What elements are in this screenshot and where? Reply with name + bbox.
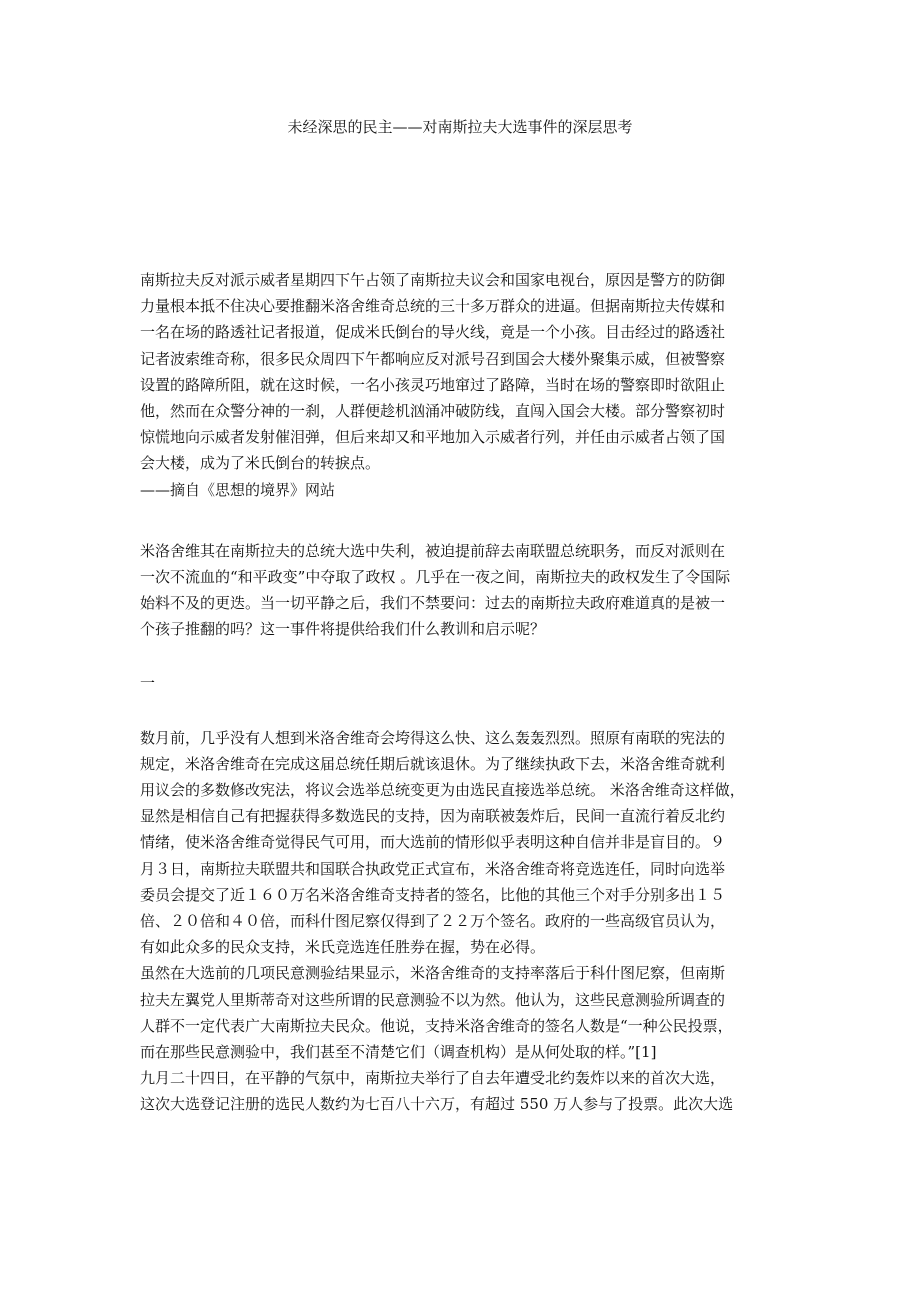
section-marker: 一 — [140, 674, 156, 693]
source-citation: ——摘自《思想的境界》网站 — [140, 480, 336, 499]
text-line: 惊慌地向示威者发射催泪弹，但后来却又和平地加入示威者行列，并任由示威者占领了国 — [140, 428, 726, 447]
text-line: 用议会的多数修改宪法，将议会选举总统变更为由选民直接选举总统。 米洛舍维奇这样做， — [140, 781, 745, 799]
text-line: 力量根本抵不住决心要推翻米洛舍维奇总统的三十多万群众的进逼。但据南斯拉夫传媒和 — [140, 297, 726, 316]
text-line: 规定，米洛舍维奇在完成这届总统任期后就该退休。为了继续执政下去，米洛舍维奇就利 — [140, 754, 726, 773]
text-line: 有如此众多的民众支持，米氏竞选连任胜券在握，势在必得。 — [140, 938, 546, 957]
text-line: 个孩子推翻的吗？这一事件将提供给我们什么教训和启示呢？ — [140, 620, 546, 639]
text-line: 而在那些民意测验中，我们甚至不清楚它们（调查机构）是从何处取的样。”[1] — [140, 1042, 657, 1061]
document-title: 未经深思的民主——对南斯拉夫大选事件的深层思考 — [287, 118, 633, 136]
text-line: 米洛舍维其在南斯拉夫的总统大选中失利，被迫提前辞去南联盟总统职务，而反对派则在 — [140, 541, 726, 560]
document-body — [140, 267, 776, 1117]
text-line: 显然是相信自己有把握获得多数选民的支持，因为南联被轰炸后，民间一直流行着反北约 — [140, 807, 726, 826]
paragraph-election-background — [140, 725, 776, 961]
text-line: 这次大选登记注册的选民人数约为七百八十六万，有超过 550 万人参与了投票。此次大选 — [140, 1095, 734, 1114]
text-line: 月３日，南斯拉夫联盟共和国联合执政党正式宣布，米洛舍维奇将竞选连任，同时向选举 — [140, 859, 726, 878]
text-line: 始料不及的更迭。当一切平静之后，我们不禁要问：过去的南斯拉夫政府难道真的是被一 — [140, 594, 726, 613]
text-line: 数月前，几乎没有人想到米洛舍维奇会垮得这么快、这么轰轰烈烈。照原有南联的宪法的 — [140, 728, 726, 747]
paragraph-intro-question — [140, 538, 776, 643]
paragraph-spacer — [140, 697, 776, 725]
text-line: 一名在场的路透社记者报道，促成米氏倒台的导火线，竟是一个小孩。目击经过的路透社 — [140, 323, 726, 342]
text-line: 九月二十四日，在平静的气氛中，南斯拉夫举行了自去年遭受北约轰炸以来的首次大选， — [140, 1069, 726, 1088]
text-line: 拉夫左翼党人里斯蒂奇对这些所谓的民意测验不以为然。他认为，这些民意测验所调查的 — [140, 990, 726, 1009]
paragraph-spacer — [140, 642, 776, 670]
text-line: 情绪，使米洛舍维奇觉得民气可用，而大选前的情形似乎表明这种自信并非是盲目的。９ — [140, 833, 726, 852]
paragraph-news-report — [140, 267, 776, 503]
text-line: 倍、２０倍和４０倍，而科什图尼察仅得到了２２万个签名。政府的一些高级官员认为， — [140, 911, 726, 930]
paragraph-spacer — [140, 503, 776, 538]
text-line: 一次不流血的“和平政变”中夺取了政权 。几乎在一夜之间，南斯拉夫的政权发生了令国际 — [140, 567, 731, 586]
text-line: 设置的路障所阻，就在这时候，一名小孩灵巧地窜过了路障，当时在场的警察即时欲阻止 — [140, 375, 726, 394]
text-line: 会大楼，成为了米氏倒台的转捩点。 — [140, 454, 381, 473]
paragraph-election-day — [140, 1065, 776, 1117]
text-line: 记者波索维奇称，很多民众周四下午都响应反对派号召到国会大楼外聚集示威，但被警察 — [140, 349, 726, 368]
text-line: 虽然在大选前的几项民意测验结果显示，米洛舍维奇的支持率落后于科什图尼察，但南斯 — [140, 964, 726, 983]
text-line: 他，然而在众警分神的一刹，人群便趁机汹涌冲破防线，直闯入国会大楼。部分警察初时 — [140, 401, 726, 420]
text-line: 委员会提交了近１６０万名米洛舍维奇支持者的签名，比他的其他三个对手分别多出１５ — [140, 885, 726, 904]
text-line: 人群不一定代表广大南斯拉夫民众。他说，支持米洛舍维奇的签名人数是“一种公民投票， — [140, 1016, 733, 1035]
text-line: 南斯拉夫反对派示威者星期四下午占领了南斯拉夫议会和国家电视台，原因是警方的防御 — [140, 271, 726, 289]
paragraph-polls — [140, 960, 776, 1065]
